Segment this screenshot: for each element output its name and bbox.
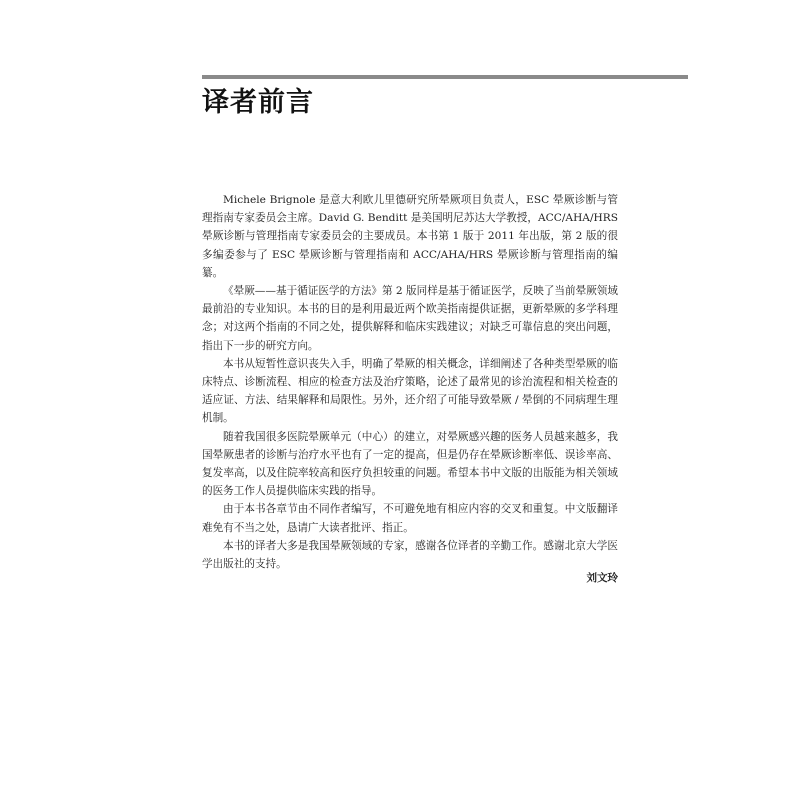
header-rule [202, 75, 688, 79]
paragraph: Michele Brignole 是意大利欧儿里德研究所晕厥项目负责人，ESC 晕厥诊断与管理指南专家委员会主席。David G. Benditt 是美国明尼苏达大学教授，ACC/AHA/HRS 晕厥诊断与管理指南专家委员会的主要成员。本书第 1 版于 2011 年出版，第 2 版的很多编委参与了 ESC 晕厥诊断与管理指南和 ACC/AHA/HRS 晕厥诊断与管理指南的编纂。 [202, 194, 618, 279]
paragraph: 随着我国很多医院晕厥单元（中心）的建立，对晕厥感兴趣的医务人员越来越多，我国晕厥患者的诊断与治疗水平也有了一定的提高，但是仍存在晕厥诊断率低、误诊率高、复发率高，以及住院率较高和医疗负担较重的问题。希望本书中文版的出版能为相关领域的医务工作人员提供临床实践的指导。 [202, 430, 618, 498]
paragraph: 《晕厥——基于循证医学的方法》第 2 版同样是基于循证医学，反映了当前晕厥领域最前沿的专业知识。本书的目的是利用最近两个欧美指南提供证据，更新晕厥的多学科理念；对这两个指南的不同之处，提供解释和临床实践建议；对缺乏可靠信息的突出问题，指出下一步的研究方向。 [202, 285, 618, 352]
page-title: 译者前言 [202, 87, 314, 118]
preface-body [202, 191, 618, 573]
translator-signature: 刘文玲 [586, 572, 618, 584]
paragraph: 由于本书各章节由不同作者编写，不可避免地有相应内容的交叉和重复。中文版翻译难免有不当之处，恳请广大读者批评、指正。 [202, 503, 618, 534]
paragraph: 本书从短暂性意识丧失入手，明确了晕厥的相关概念，详细阐述了各种类型晕厥的临床特点、诊断流程、相应的检查方法及治疗策略，论述了最常见的诊治流程和相关检查的适应证、方法、结果解释和局限性。另外，还介绍了可能导致晕厥 / 晕倒的不同病理生理机制。 [202, 357, 618, 425]
paragraph: 本书的译者大多是我国晕厥领域的专家，感谢各位译者的辛勤工作。感谢北京大学医学出版社的支持。 [202, 539, 618, 571]
